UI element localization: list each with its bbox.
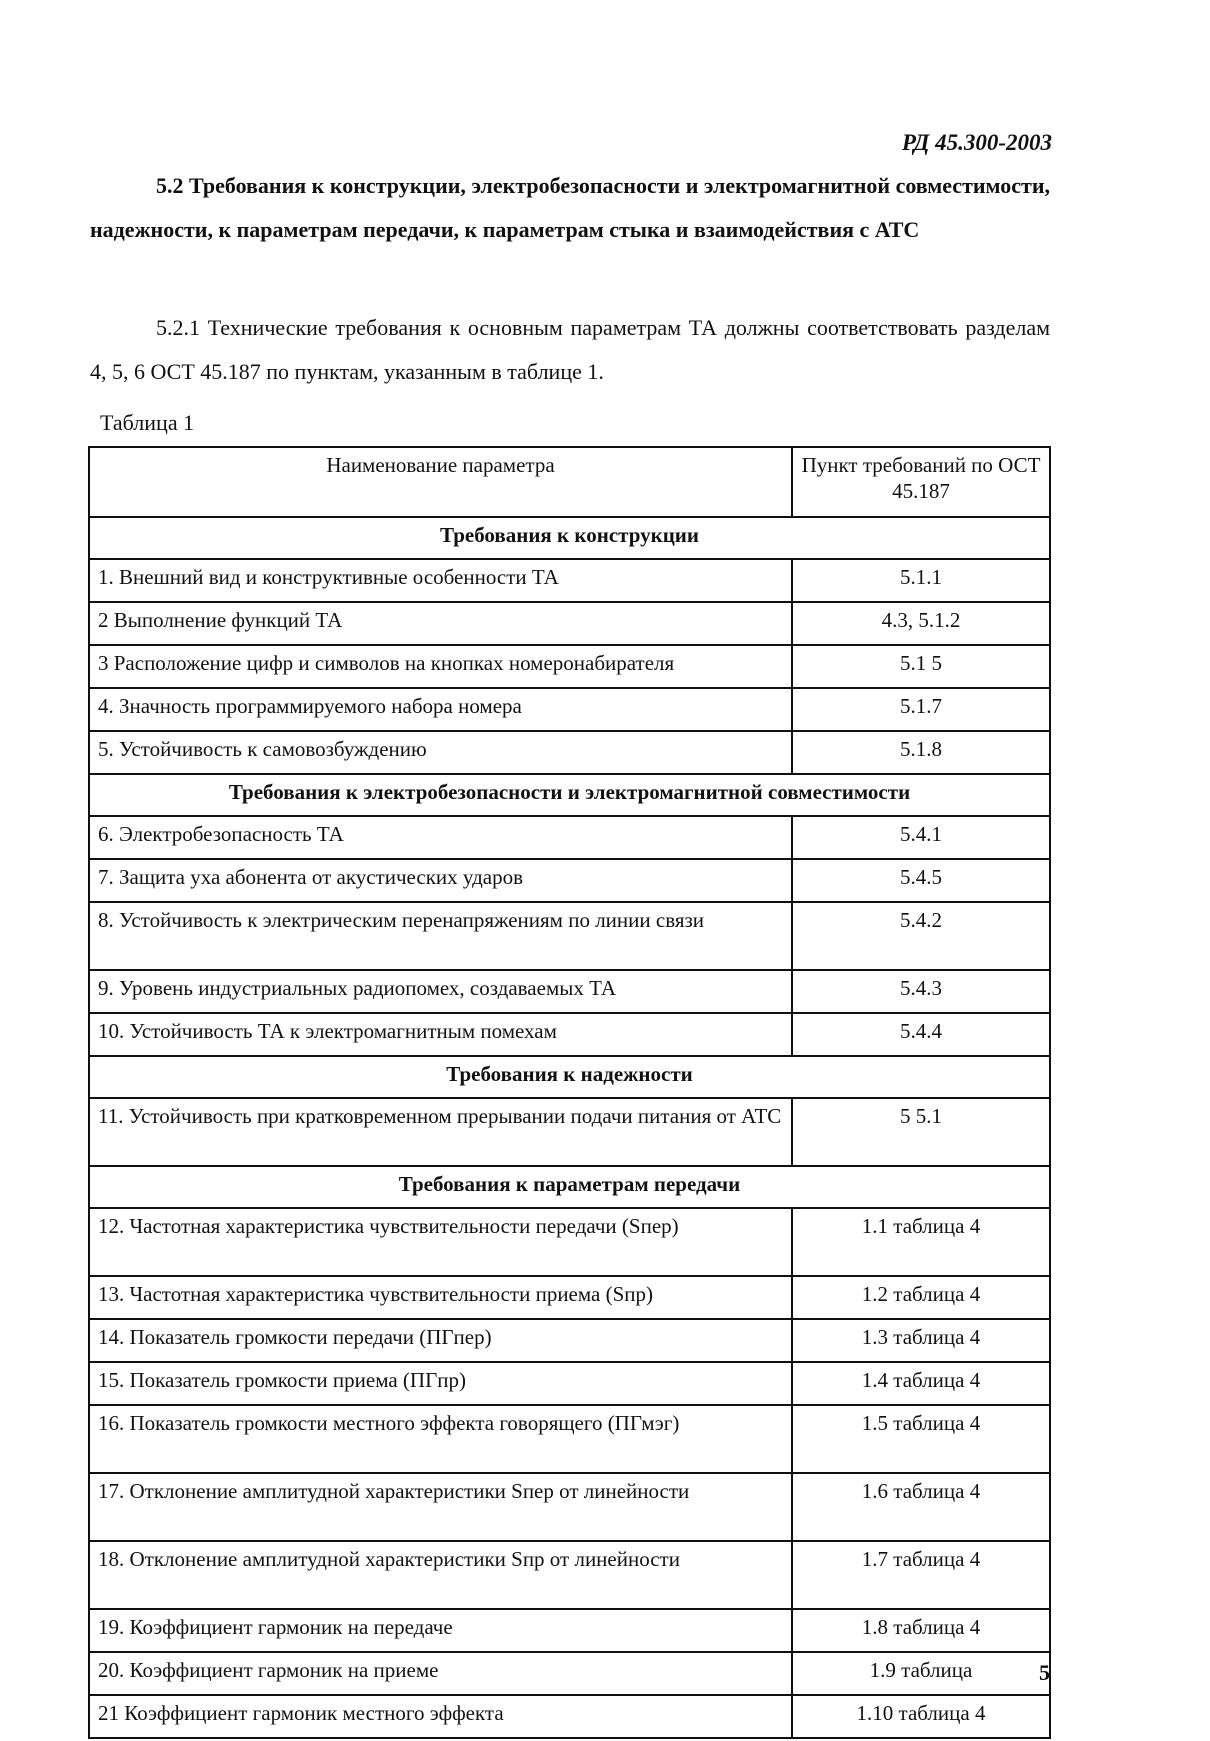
- requirement-item: 5 5.1: [792, 1098, 1050, 1166]
- parameter-name: 2 Выполнение функций ТА: [89, 602, 792, 645]
- column-header-parameter: Наименование параметра: [89, 447, 792, 517]
- group-title: Требования к надежности: [89, 1056, 1050, 1098]
- parameter-name: 9. Уровень индустриальных радиопомех, создаваемых ТА: [89, 970, 792, 1013]
- requirement-item: 5.1.7: [792, 688, 1050, 731]
- page-number: 5: [1039, 1660, 1050, 1685]
- parameter-name: 7. Защита уха абонента от акустических ударов: [89, 859, 792, 902]
- requirement-item: 5.4.5: [792, 859, 1050, 902]
- table-row: [89, 602, 1050, 645]
- group-title: Требования к электробезопасности и электромагнитной совместимости: [89, 774, 1050, 816]
- table-row: [89, 559, 1050, 602]
- requirement-item: 5.1 5: [792, 645, 1050, 688]
- parameter-name: 17. Отклонение амплитудной характеристики Sпер от линейности: [89, 1473, 792, 1541]
- parameter-name: 4. Значность программируемого набора номера: [89, 688, 792, 731]
- requirement-item: 1.6 таблица 4: [792, 1473, 1050, 1541]
- table-row: [89, 1405, 1050, 1473]
- table-row: [89, 902, 1050, 970]
- requirement-item: 1.5 таблица 4: [792, 1405, 1050, 1473]
- parameter-name: 5. Устойчивость к самовозбуждению: [89, 731, 792, 774]
- table-row: [89, 1208, 1050, 1276]
- section-title: 5.2 Требования к конструкции, электробезопасности и электромагнитной совместимости, надежности, к параметрам передачи, к параметрам стыка и взаимодействия с АТС: [90, 173, 1050, 242]
- group-title: Требования к конструкции: [89, 517, 1050, 559]
- table-row: [89, 1652, 1050, 1695]
- requirement-item: 5.1.1: [792, 559, 1050, 602]
- requirement-item: 1.10 таблица 4: [792, 1695, 1050, 1738]
- parameter-name: 15. Показатель громкости приема (ПГпр): [89, 1362, 792, 1405]
- table-row: [89, 688, 1050, 731]
- table-header-row: [89, 447, 1050, 517]
- requirement-item: 5.4.2: [792, 902, 1050, 970]
- requirement-item: 1.2 таблица 4: [792, 1276, 1050, 1319]
- requirements-table: [88, 446, 1051, 1739]
- table-group-row: [89, 1166, 1050, 1208]
- table-row: [89, 1695, 1050, 1738]
- paragraph-5-2-1: 5.2.1 Технические требования к основным параметрам ТА должны соответствовать разделам 4, 5, 6 ОСТ 45.187 по пунктам, указанным в таблице 1.: [90, 315, 1050, 384]
- requirement-item: 5.4.4: [792, 1013, 1050, 1056]
- table-row: [89, 1098, 1050, 1166]
- table-row: [89, 645, 1050, 688]
- parameter-name: 18. Отклонение амплитудной характеристики Sпр от линейности: [89, 1541, 792, 1609]
- requirement-item: 4.3, 5.1.2: [792, 602, 1050, 645]
- table-row: [89, 731, 1050, 774]
- table-caption: Таблица 1: [100, 410, 195, 435]
- parameter-name: 1. Внешний вид и конструктивные особенности ТА: [89, 559, 792, 602]
- table-group-row: [89, 517, 1050, 559]
- table-row: [89, 1473, 1050, 1541]
- parameter-name: 14. Показатель громкости передачи (ПГпер): [89, 1319, 792, 1362]
- table-row: [89, 1609, 1050, 1652]
- parameter-name: 16. Показатель громкости местного эффекта говорящего (ПГмэг): [89, 1405, 792, 1473]
- requirement-item: 5.4.1: [792, 816, 1050, 859]
- requirement-item: 1.3 таблица 4: [792, 1319, 1050, 1362]
- document-code: РД 45.300-2003: [901, 130, 1052, 155]
- table-row: [89, 1319, 1050, 1362]
- table-row: [89, 970, 1050, 1013]
- table-row: [89, 1541, 1050, 1609]
- parameter-name: 19. Коэффициент гармоник на передаче: [89, 1609, 792, 1652]
- requirement-item: 5.4.3: [792, 970, 1050, 1013]
- parameter-name: 3 Расположение цифр и символов на кнопках номеронабирателя: [89, 645, 792, 688]
- table-row: [89, 1013, 1050, 1056]
- column-header-item: Пункт требований по ОСТ 45.187: [792, 447, 1050, 517]
- requirement-item: 1.1 таблица 4: [792, 1208, 1050, 1276]
- table-row: [89, 859, 1050, 902]
- parameter-name: 13. Частотная характеристика чувствительности приема (Sпр): [89, 1276, 792, 1319]
- table-row: [89, 1362, 1050, 1405]
- parameter-name: 11. Устойчивость при кратковременном прерывании подачи питания от АТС: [89, 1098, 792, 1166]
- requirement-item: 1.7 таблица 4: [792, 1541, 1050, 1609]
- parameter-name: 21 Коэффициент гармоник местного эффекта: [89, 1695, 792, 1738]
- requirement-item: 1.4 таблица 4: [792, 1362, 1050, 1405]
- parameter-name: 8. Устойчивость к электрическим перенапряжениям по линии связи: [89, 902, 792, 970]
- table-row: [89, 1276, 1050, 1319]
- table-group-row: [89, 1056, 1050, 1098]
- requirement-item: 1.9 таблица: [792, 1652, 1050, 1695]
- parameter-name: 20. Коэффициент гармоник на приеме: [89, 1652, 792, 1695]
- group-title: Требования к параметрам передачи: [89, 1166, 1050, 1208]
- requirement-item: 1.8 таблица 4: [792, 1609, 1050, 1652]
- parameter-name: 6. Электробезопасность ТА: [89, 816, 792, 859]
- parameter-name: 10. Устойчивость ТА к электромагнитным помехам: [89, 1013, 792, 1056]
- requirement-item: 5.1.8: [792, 731, 1050, 774]
- table-row: [89, 816, 1050, 859]
- table-group-row: [89, 774, 1050, 816]
- parameter-name: 12. Частотная характеристика чувствительности передачи (Sпер): [89, 1208, 792, 1276]
